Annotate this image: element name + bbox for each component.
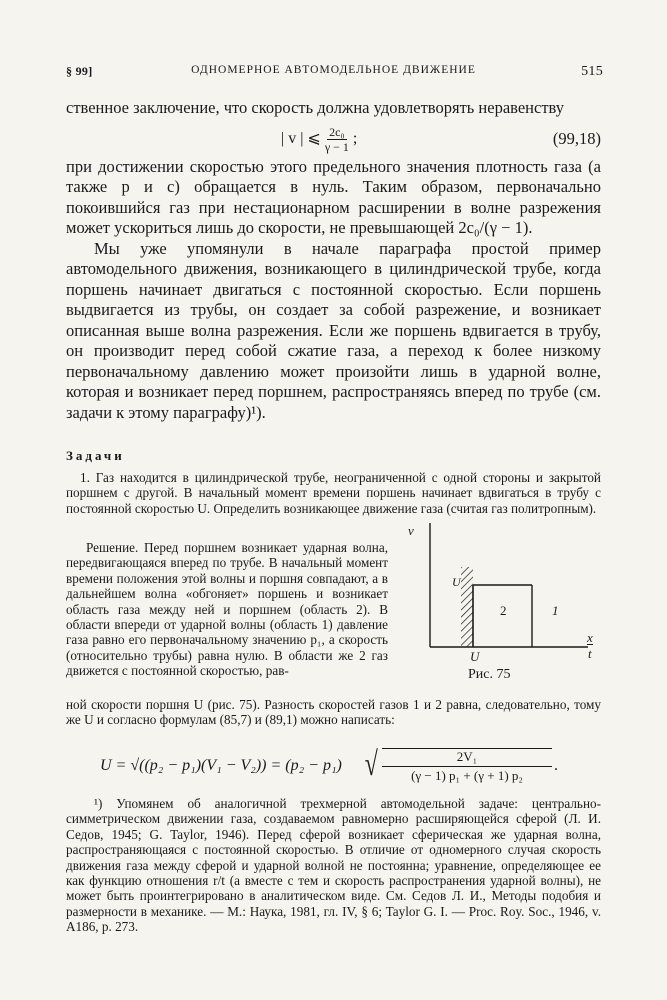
solution-bottom-text: ной скорости поршня U (рис. 75). Разность скоростей газов 1 и 2 равна, следовательно, тому же U и согласно формулам (85,7) и (89,1) можно написать: (66, 697, 601, 728)
paragraph-1: ственное заключение, что скорость должна удовлетворять неравенству (66, 98, 565, 117)
task-1-text: 1. Газ находится в цилиндрической трубе, неограниченной с одной стороны и закрытой поршнем с другой. В начальный момент времени поршень начинает вдвигаться в трубу с постоянной скоростью U. Определить возникающее движение газа (считая газ политропным). (66, 470, 601, 516)
axis-v-label: v (408, 523, 414, 538)
eq2-numerator: 2V₁ (456, 749, 478, 764)
region-1-label: 1 (552, 603, 559, 618)
eq1-semicolon: ; (352, 129, 358, 147)
section-label: § 99] (66, 64, 93, 78)
piston-hatch (461, 567, 473, 647)
main-text (66, 98, 601, 423)
eq2-fraction-bar (382, 766, 552, 767)
footnote-text: ¹) Упомянем об аналогичной трехмерной автомодельной задаче: центрально-симметрическом движении газа, создаваемом равномерно расширяющейся сферой (Л. И. Седов, 1945; G. Taylor, 1946). Перед сферой возникает сферическая же ударная волна, распространяющаяся с постоянной скоростью. В отличие от одномерного случая скорость движения газа между сферой и ударной волной не постоянна; уравнение, определяющее ее как функцию отношения r/t (а вместе с тем и скорость распространения ударной волны), не может быть проинтегрировано в аналитическом виде. См. Седов Л. И., Методы подобия и размерности в механике. — М.: Наука, 1981, гл. IV, § 6; Taylor G. I. — Proc. Roy. Soc., 1946, v. A186, p. 273. (66, 796, 601, 935)
region-2-label: 2 (500, 603, 507, 618)
solution-left-column (66, 540, 388, 679)
figure-75 (400, 515, 605, 695)
eq2-period: . (554, 757, 558, 774)
solution-text: Решение. Перед поршнем возникает ударная волна, передвигающаяся вперед по трубе. В начальный момент времени положения этой волны и поршня совпадают, а в дальнейшем волна «обгоняет» поршень и возникает область газа между ней и поршнем (область 2). В области впереди от ударной волны (область 1) давление газа равно его первоначальному значению p₁, а скорость (относительно трубы) равна нулю. В области же 2 газ движется с постоянной скоростью, рав- (66, 540, 388, 679)
running-title: ОДНОМЕРНОЕ АВТОМОДЕЛЬНОЕ ДВИЖЕНИЕ (191, 64, 476, 76)
sqrt-sign: √ (364, 746, 378, 783)
eq1-numerator: 2c₀ (329, 124, 345, 139)
task-1-statement (66, 470, 601, 516)
axis-U-label: U (470, 649, 480, 664)
footnote (66, 796, 601, 935)
eq1-lhs: | v | ⩽ (281, 129, 321, 147)
tasks-heading: Задачи (66, 448, 125, 463)
solution-continuation (66, 697, 601, 728)
level-U-label: U (452, 575, 461, 589)
eq1-fraction (325, 125, 349, 154)
eq2-lhs: U = √((p₂ − p₁)(V₁ − V₂)) = (p₂ − p₁) (100, 757, 342, 774)
page-number: 515 (581, 64, 603, 79)
axis-x-label: x (587, 630, 593, 645)
eq1-number: (99,18) (552, 128, 601, 148)
axis-t-label: t (588, 646, 592, 661)
eq2-denominator: (γ − 1) p₁ + (γ + 1) p₂ (411, 768, 523, 783)
paragraph-3: Мы уже упомянули в начале параграфа простой пример автомодельного движения, возникающего в цилиндрической трубе, когда поршень начинает двигаться с постоянной скоростью. Если поршень выдвигается из трубы, он создает за собой разрежение, и возникает описанная выше волна разрежения. Если же поршень вдвигается в трубу, он производит перед собой сжатие газа, а переход к более низкому первоначальному давлению может произойти лишь в ударной волне, которая и возникает перед поршнем, распространяясь вперед по трубе (см. задачи к этому параграфу)¹). (66, 238, 601, 422)
equation-99-18 (66, 119, 601, 157)
paragraph-2: при достижении скоростью этого предельного значения плотность газа (а также p и c) обращается в нуль. Таким образом, первоначально покоившийся газ при нестационарном расширении в волне разрежения может ускориться лишь до скорости, не превышающей 2c₀/(γ − 1). (66, 156, 601, 237)
eq1-denominator: γ − 1 (324, 139, 349, 154)
figure-caption: Рис. 75 (468, 667, 511, 682)
equation-velocity (100, 745, 560, 787)
